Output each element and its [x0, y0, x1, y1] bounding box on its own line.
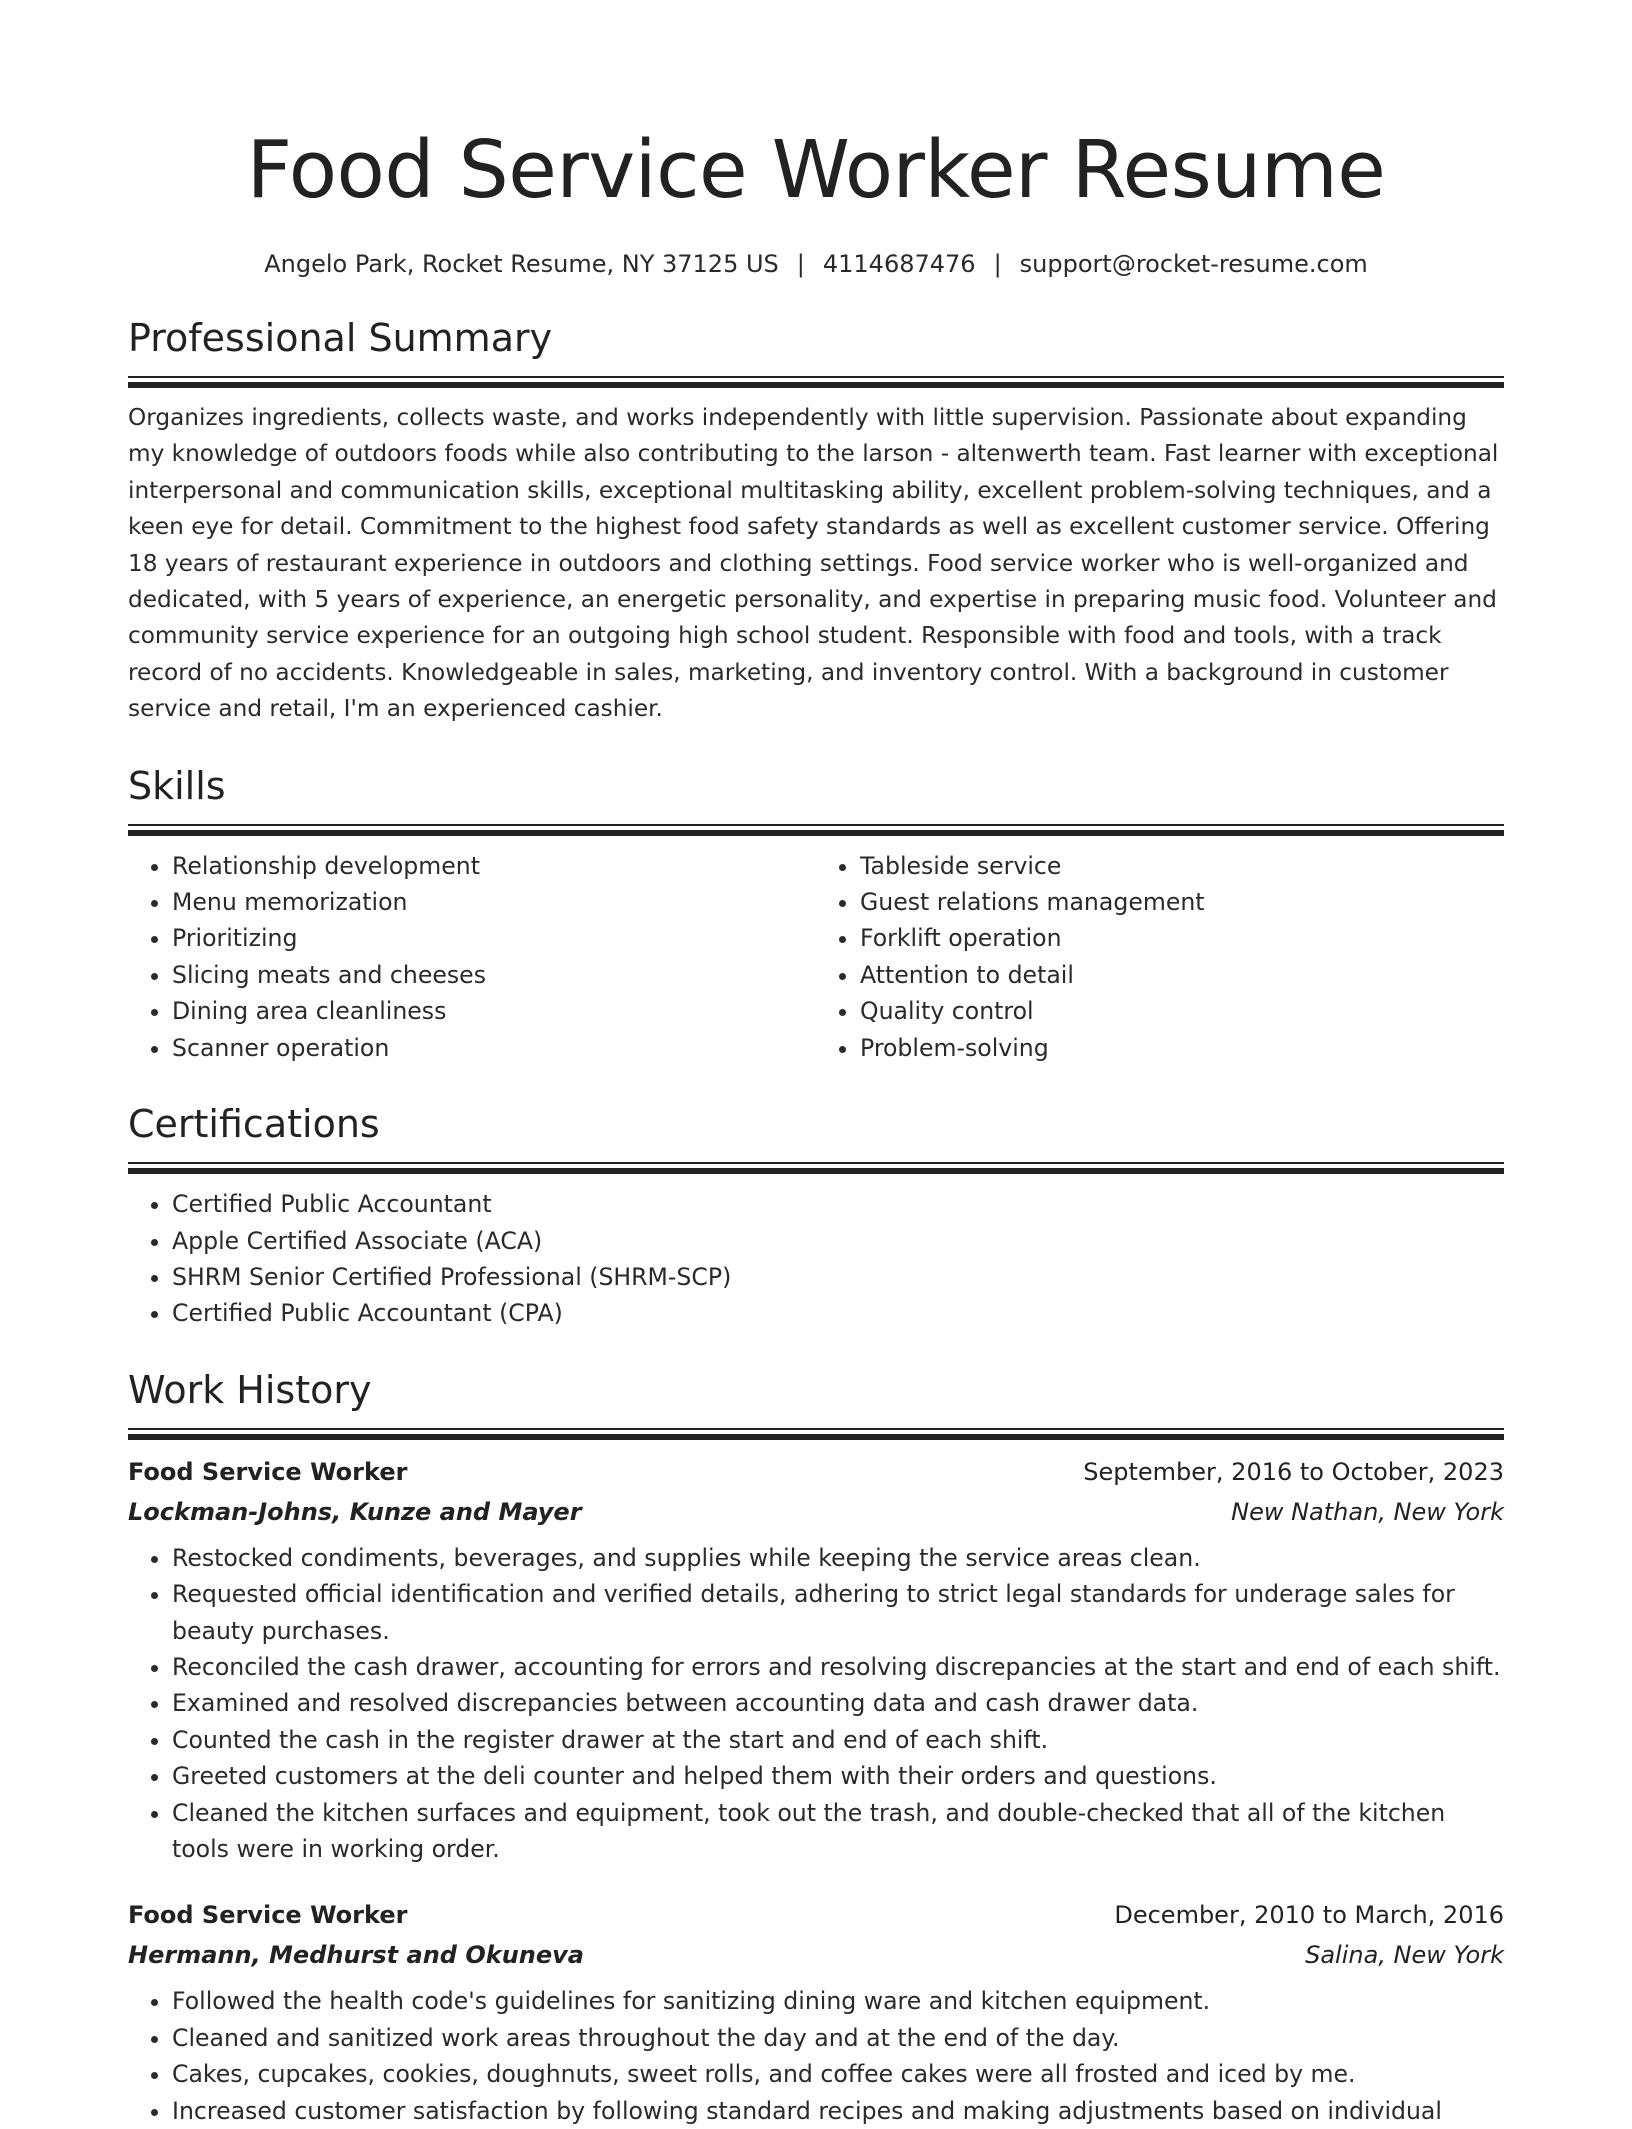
job-title: Food Service Worker [128, 1901, 408, 1930]
job-duty-item: • Examined and resolved discrepancies between accounting data and cash drawer data. [172, 1685, 1504, 1721]
skill-item: • Slicing meats and cheeses [172, 957, 816, 993]
contact-phone: 4114687476 [822, 250, 976, 278]
job-dates: September, 2016 to October, 2023 [1083, 1457, 1504, 1486]
job-duty-item: • Counted the cash in the register drawer at the start and end of each shift. [172, 1722, 1504, 1758]
skill-item: • Prioritizing [172, 920, 816, 956]
section-heading-summary: Professional Summary [128, 316, 553, 360]
skill-item: • Guest relations management [860, 884, 1504, 920]
summary-section [128, 314, 1504, 728]
skills-section [128, 762, 1504, 1066]
certification-item: • Certified Public Accountant (CPA) [172, 1295, 1504, 1331]
skill-item: • Tableside service [860, 848, 1504, 884]
section-divider [128, 824, 1504, 836]
job-company: Hermann, Medhurst and Okuneva [128, 1941, 584, 1970]
certification-item: • SHRM Senior Certified Professional (SHRM-SCP) [172, 1259, 1504, 1295]
section-heading-work-history: Work History [128, 1367, 372, 1412]
job-duty-item: • Increased customer satisfaction by following standard recipes and making adjustments based on individual [172, 2093, 1504, 2129]
summary-text: Organizes ingredients, collects waste, and works independently with little supervision. Passionate about expanding my knowledge of outdoors foods while also contributing to the larson - altenwerth team. Fast learner with exceptional interpersonal and communication skills, exceptional multitasking ability, excellent problem-solving techniques, and a keen eye for detail. Commitment to the highest food safety standards as well as excellent customer service. Offering 18 years of restaurant experience in outdoors and clothing settings. Food service worker who is well-organized and dedicated, with 5 years of experience, an energetic personality, and expertise in preparing music food. Volunteer and community service experience for an outgoing high school student. Responsible with food and tools, with a track record of no accidents. Knowledgeable in sales, marketing, and inventory control. With a background in customer service and retail, I'm an experienced cashier. [128, 404, 1499, 723]
job-company-row [128, 1492, 1504, 1532]
skill-item: • Forklift operation [860, 920, 1504, 956]
job-duty-item: • Cleaned and sanitized work areas throughout the day and at the end of the day. [172, 2020, 1504, 2056]
certification-item: • Apple Certified Associate (ACA) [172, 1223, 1504, 1259]
skill-item: • Attention to detail [860, 957, 1504, 993]
job-duty-item: • Cleaned the kitchen surfaces and equipment, took out the trash, and double-checked that all of the kitchen tools were in working order. [172, 1795, 1504, 1868]
section-divider [128, 376, 1504, 388]
skill-item: • Quality control [860, 993, 1504, 1029]
certification-item: • Certified Public Accountant [172, 1186, 1504, 1222]
job-title: Food Service Worker [128, 1457, 408, 1486]
skill-item: • Problem-solving [860, 1030, 1504, 1066]
job-entry [128, 1452, 1504, 1868]
job-duty-item: • Greeted customers at the deli counter and helped them with their orders and questions. [172, 1758, 1504, 1794]
skill-item: • Scanner operation [172, 1030, 816, 1066]
job-header-row [128, 1895, 1504, 1935]
job-duty-item: • Restocked condiments, beverages, and supplies while keeping the service areas clean. [172, 1540, 1504, 1576]
job-entry [128, 1895, 1504, 2129]
skill-item: • Relationship development [172, 848, 816, 884]
job-company-row [128, 1935, 1504, 1975]
section-heading-certifications: Certifications [128, 1102, 380, 1147]
job-header-row [128, 1452, 1504, 1492]
section-heading-skills: Skills [128, 763, 226, 808]
job-location: Salina, New York [1305, 1941, 1504, 1970]
contact-separator: | [993, 250, 1002, 278]
skills-list-right [816, 848, 1504, 1066]
job-duties-list [128, 1983, 1504, 2129]
work-history-section [128, 1366, 1504, 2129]
skill-item: • Menu memorization [172, 884, 816, 920]
skills-list-left [128, 848, 816, 1066]
job-company: Lockman-Johns, Kunze and Mayer [128, 1497, 582, 1526]
skill-item: • Dining area cleanliness [172, 993, 816, 1029]
contact-separator: | [796, 250, 805, 278]
job-duty-item: • Followed the health code's guidelines for sanitizing dining ware and kitchen equipment. [172, 1983, 1504, 2019]
skills-grid [128, 848, 1504, 1066]
contact-line [128, 248, 1504, 280]
job-duties-list [128, 1540, 1504, 1868]
job-dates: December, 2010 to March, 2016 [1114, 1901, 1504, 1930]
section-divider [128, 1428, 1504, 1440]
job-duty-item: • Requested official identification and verified details, adhering to strict legal standards for underage sales for beauty purchases. [172, 1576, 1504, 1649]
contact-email: support@rocket-resume.com [1019, 250, 1368, 278]
certifications-list [128, 1186, 1504, 1332]
certifications-section [128, 1100, 1504, 1332]
job-duty-item: • Reconciled the cash drawer, accounting for errors and resolving discrepancies at the start and end of each shift. [172, 1649, 1504, 1685]
resume-title: Food Service Worker Resume [246, 124, 1386, 216]
section-divider [128, 1162, 1504, 1174]
job-location: New Nathan, New York [1231, 1497, 1504, 1526]
contact-address: Angelo Park, Rocket Resume, NY 37125 US [264, 250, 779, 278]
job-duty-item: • Cakes, cupcakes, cookies, doughnuts, sweet rolls, and coffee cakes were all frosted and iced by me. [172, 2056, 1504, 2092]
